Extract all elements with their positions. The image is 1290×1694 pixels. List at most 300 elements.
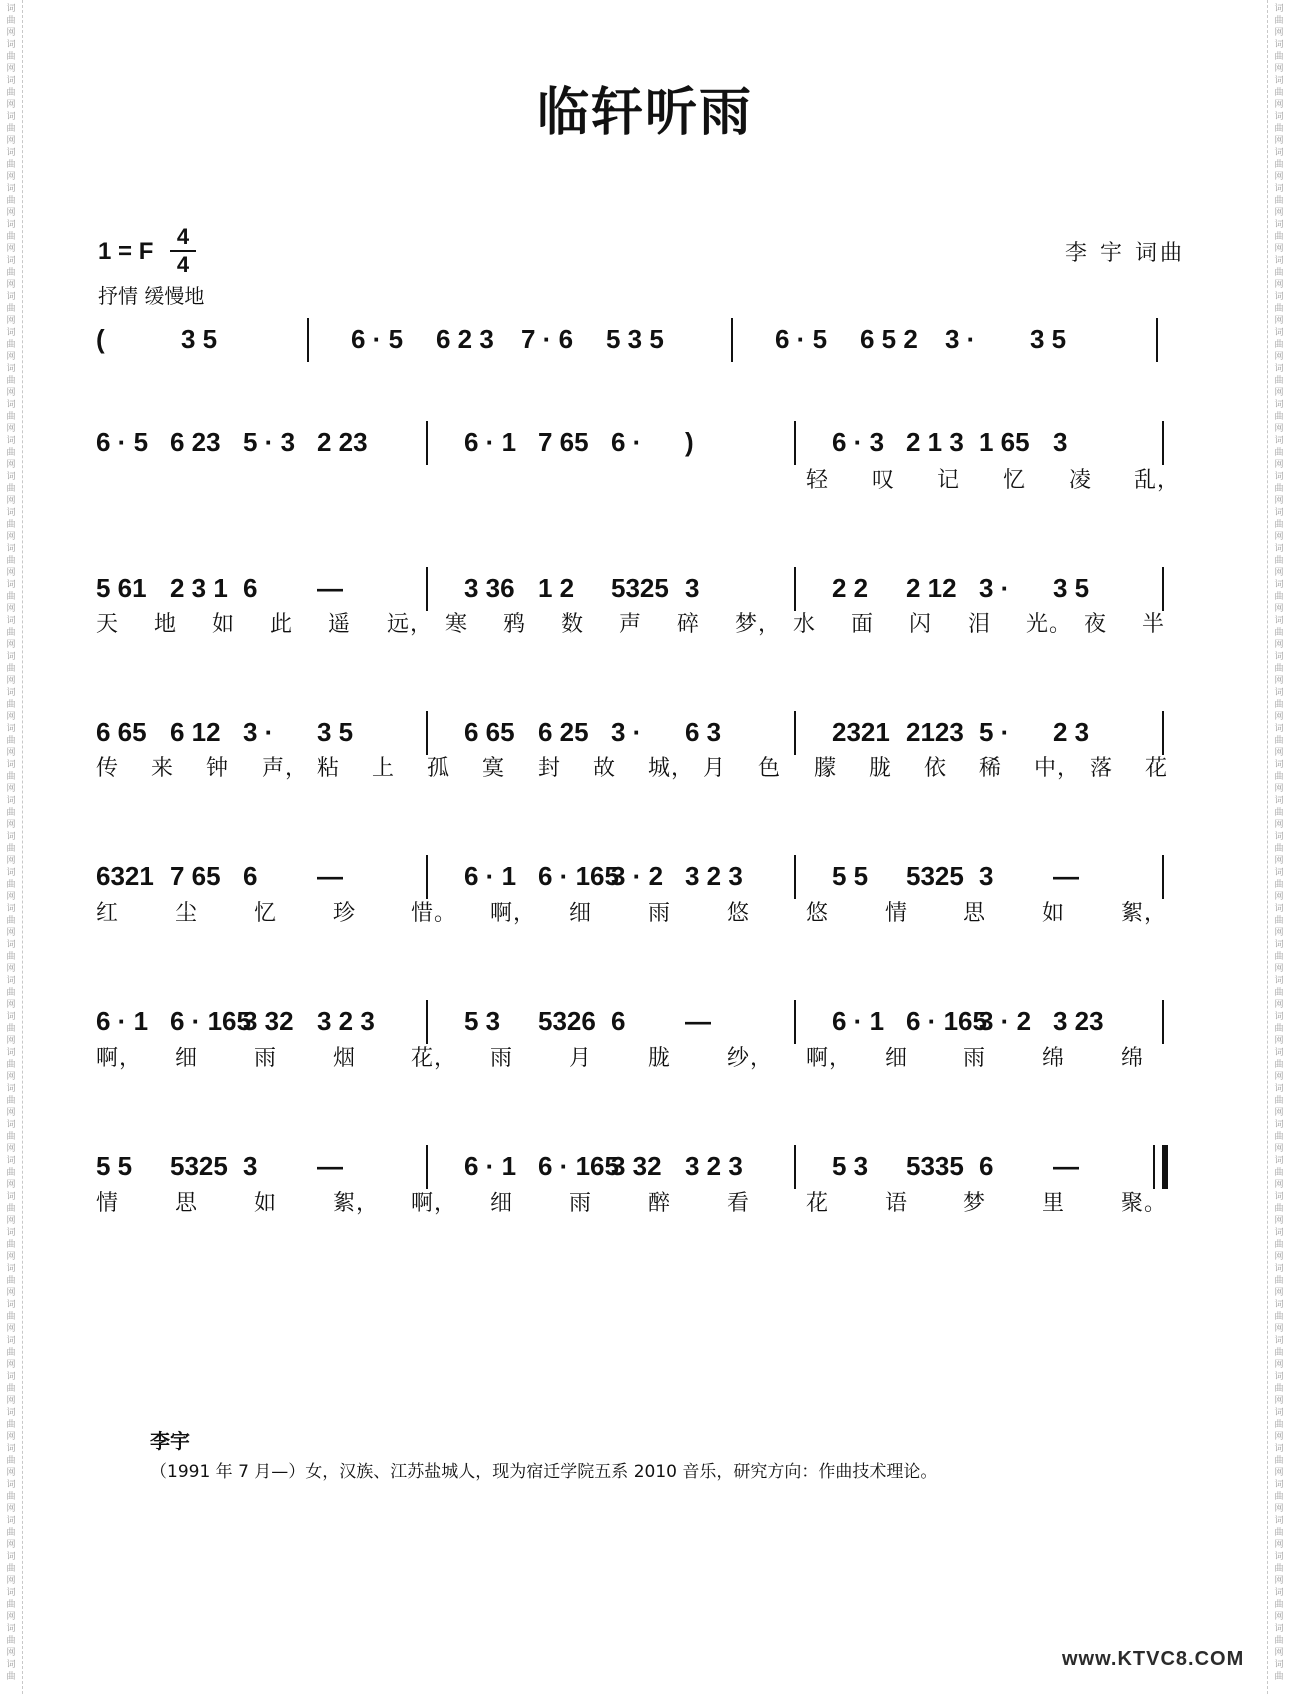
- side-mark: 曲: [6, 160, 16, 170]
- side-mark: 曲: [6, 124, 16, 134]
- side-mark: 词: [6, 1156, 16, 1166]
- tempo-marking: 抒情 缓慢地: [98, 284, 205, 308]
- side-mark: 曲: [1274, 304, 1284, 314]
- side-mark: 网: [1274, 1612, 1284, 1622]
- lyric-syllable: 如: [1042, 901, 1066, 926]
- side-mark: 网: [1274, 460, 1284, 470]
- barline: [794, 1000, 796, 1044]
- side-mark: 曲: [6, 952, 16, 962]
- side-mark: 网: [6, 64, 16, 74]
- note-group: 6 23: [170, 427, 221, 457]
- lyric-syllable: 细: [490, 1191, 514, 1216]
- lyric-syllable: 啊，: [806, 1046, 853, 1071]
- time-signature-top: 4: [176, 224, 190, 249]
- side-mark: 曲: [6, 88, 16, 98]
- side-mark: 词: [6, 4, 16, 14]
- side-mark: 曲: [6, 880, 16, 890]
- note-group: 6 · 3: [832, 427, 885, 457]
- side-mark: 曲: [1274, 1672, 1284, 1682]
- side-mark: 词: [6, 940, 16, 950]
- lyric-syllable: 情: [96, 1191, 120, 1216]
- side-mark: 网: [6, 1108, 16, 1118]
- side-mark: 网: [6, 100, 16, 110]
- note-group: 7 65: [170, 861, 221, 891]
- side-mark: 曲: [1274, 1492, 1284, 1502]
- barline: [794, 1145, 796, 1189]
- note-group: 3 32: [611, 1151, 662, 1181]
- side-mark: 词: [6, 1336, 16, 1346]
- side-mark: 网: [6, 1288, 16, 1298]
- side-mark: 网: [6, 496, 16, 506]
- bio-text: （1991 年 7 月—）女，汉族、江苏盐城人，现为宿迁学院五系 2010 音乐，研究方向：作曲技术理论。: [150, 1462, 938, 1482]
- note-group: 6: [979, 1151, 994, 1181]
- side-mark: 曲: [6, 484, 16, 494]
- side-mark: 曲: [6, 556, 16, 566]
- side-mark: 词: [1274, 1300, 1284, 1310]
- side-mark: 词: [6, 904, 16, 914]
- side-mark: 网: [6, 1504, 16, 1514]
- lyric-syllable: 思: [963, 901, 987, 926]
- side-mark: 曲: [6, 1204, 16, 1214]
- lyric-syllable: 地: [154, 612, 178, 637]
- side-mark: 网: [6, 568, 16, 578]
- side-mark: 曲: [6, 232, 16, 242]
- side-mark: 网: [1274, 712, 1284, 722]
- side-mark: 网: [6, 1036, 16, 1046]
- barline: [426, 421, 428, 465]
- note-group: 3 36: [464, 573, 515, 603]
- lyric-syllable: 夜: [1084, 612, 1108, 637]
- side-mark: 词: [6, 652, 16, 662]
- barline: [426, 1145, 428, 1189]
- side-mark: 词: [6, 1660, 16, 1670]
- side-mark: 曲: [6, 1060, 16, 1070]
- lyric-syllable: 寞: [482, 756, 506, 781]
- side-mark: 网: [6, 1648, 16, 1658]
- side-mark: 词: [6, 544, 16, 554]
- side-mark: 网: [6, 892, 16, 902]
- side-mark: 词: [1274, 1264, 1284, 1274]
- lyric-syllable: 惜。: [411, 901, 458, 926]
- side-mark: 曲: [1274, 52, 1284, 62]
- barline: [794, 567, 796, 611]
- side-mark: 词: [1274, 1120, 1284, 1130]
- side-mark: 曲: [1274, 160, 1284, 170]
- side-mark: 曲: [6, 1420, 16, 1430]
- lyric-row: [96, 607, 1200, 639]
- note-group: 6 · 165: [170, 1006, 251, 1036]
- side-mark: 网: [1274, 1252, 1284, 1262]
- lyric-row: [96, 1186, 1200, 1218]
- side-mark: 网: [1274, 1180, 1284, 1190]
- side-mark: 网: [1274, 1216, 1284, 1226]
- note-group: 5 5: [96, 1151, 133, 1181]
- side-mark: 词: [1274, 436, 1284, 446]
- lyric-syllable: 细: [569, 901, 593, 926]
- note-group: (: [96, 324, 105, 354]
- lyric-syllable: 数: [561, 612, 585, 637]
- lyric-syllable: 烟: [333, 1046, 357, 1071]
- side-mark: 网: [1274, 1648, 1284, 1658]
- side-mark: 曲: [1274, 1204, 1284, 1214]
- side-mark: 曲: [1274, 1456, 1284, 1466]
- side-mark: 词: [6, 976, 16, 986]
- lyric-syllable: 啊，: [490, 901, 537, 926]
- note-group: 7 · 6: [521, 324, 574, 354]
- side-mark: 曲: [6, 1456, 16, 1466]
- side-mark: 词: [6, 436, 16, 446]
- note-group: 6 · 5: [775, 324, 828, 354]
- side-mark: 网: [1274, 532, 1284, 542]
- lyric-syllable: 水: [793, 612, 817, 637]
- side-mark: 网: [1274, 424, 1284, 434]
- note-group: 6 · 5: [351, 324, 404, 354]
- side-mark: 曲: [1274, 700, 1284, 710]
- side-mark: 词: [1274, 1372, 1284, 1382]
- note-group: 6 · 5: [96, 427, 149, 457]
- lyric-syllable: 城，: [648, 756, 695, 781]
- side-mark: 词: [6, 688, 16, 698]
- note-group: 6 3: [685, 717, 722, 747]
- watermark: www.KTVC8.COM: [1062, 1648, 1245, 1670]
- side-mark: 词: [1274, 1336, 1284, 1346]
- side-mark: 网: [6, 28, 16, 38]
- note-group: 6 · 1: [464, 861, 517, 891]
- lyric-syllable: 绵: [1121, 1046, 1145, 1071]
- lyric-syllable: 故: [593, 756, 617, 781]
- note-group: 2 23: [317, 427, 368, 457]
- right-margin-strip: [1267, 0, 1290, 1694]
- side-mark: 曲: [1274, 1600, 1284, 1610]
- side-mark: 词: [6, 40, 16, 50]
- lyric-syllable: 里: [1042, 1191, 1066, 1216]
- lyric-syllable: 思: [175, 1191, 199, 1216]
- lyric-syllable: 雨: [963, 1046, 987, 1071]
- lyric-syllable: 悠: [727, 901, 751, 926]
- note-group: 6 · 165: [906, 1006, 987, 1036]
- side-mark: 曲: [6, 1096, 16, 1106]
- side-mark: 词: [1274, 472, 1284, 482]
- side-mark: 词: [1274, 508, 1284, 518]
- note-group: 3: [685, 573, 700, 603]
- side-mark: 曲: [6, 592, 16, 602]
- side-mark: 曲: [6, 1492, 16, 1502]
- lyric-syllable: 胧: [869, 756, 893, 781]
- side-mark: 曲: [6, 844, 16, 854]
- lyric-syllable: 雨: [648, 901, 672, 926]
- side-mark: 网: [1274, 1396, 1284, 1406]
- song-title: 临轩听雨: [536, 83, 753, 143]
- lyric-row: [96, 751, 1200, 783]
- lyric-syllable: 稀: [979, 756, 1003, 781]
- side-mark: 网: [6, 532, 16, 542]
- lyric-syllable: 绵: [1042, 1046, 1066, 1071]
- lyric-syllable: 啊，: [96, 1046, 143, 1071]
- barline: [426, 711, 428, 755]
- barline: [426, 855, 428, 899]
- side-mark: 网: [6, 1396, 16, 1406]
- note-group: 3 2 3: [685, 1151, 743, 1181]
- side-mark: 网: [1274, 352, 1284, 362]
- side-mark: 词: [1274, 1444, 1284, 1454]
- side-mark: 词: [1274, 1516, 1284, 1526]
- note-group: —: [685, 1006, 711, 1036]
- final-barline: [1162, 1145, 1168, 1189]
- lyric-syllable: 花: [1145, 756, 1169, 781]
- side-mark: 网: [1274, 928, 1284, 938]
- note-group: 5 3: [832, 1151, 869, 1181]
- side-mark: 网: [1274, 676, 1284, 686]
- side-mark: 网: [6, 964, 16, 974]
- side-mark: 曲: [6, 520, 16, 530]
- lyric-syllable: 如: [212, 612, 236, 637]
- side-mark: 词: [6, 148, 16, 158]
- lyric-syllable: 传: [96, 756, 120, 781]
- side-mark: 曲: [1274, 736, 1284, 746]
- note-group: 6 · 1: [464, 427, 517, 457]
- note-group: 6: [243, 573, 258, 603]
- side-mark: 词: [1274, 724, 1284, 734]
- lyric-syllable: 天: [96, 612, 120, 637]
- note-group: 6 65: [464, 717, 515, 747]
- note-group: 6 2 3: [436, 324, 494, 354]
- lyric-syllable: 看: [727, 1191, 751, 1216]
- lyric-syllable: 粘: [317, 756, 341, 781]
- note-group: 3 5: [181, 324, 218, 354]
- lyric-syllable: 声，: [262, 756, 309, 781]
- lyric-syllable: 记: [937, 468, 961, 493]
- side-mark: 词: [6, 1552, 16, 1562]
- side-mark: 词: [1274, 1552, 1284, 1562]
- side-mark: 词: [1274, 1048, 1284, 1058]
- barline: [1162, 711, 1164, 755]
- side-mark: 曲: [1274, 448, 1284, 458]
- side-mark: 曲: [1274, 592, 1284, 602]
- note-group: 6 · 1: [832, 1006, 885, 1036]
- side-mark: 词: [6, 1084, 16, 1094]
- side-mark: 网: [1274, 1540, 1284, 1550]
- side-mark: 词: [1274, 1012, 1284, 1022]
- side-mark: 词: [1274, 1192, 1284, 1202]
- side-mark: 曲: [1274, 952, 1284, 962]
- side-mark: 词: [1274, 184, 1284, 194]
- side-mark: 网: [1274, 820, 1284, 830]
- lyric-syllable: 雨: [569, 1191, 593, 1216]
- side-mark: 曲: [6, 376, 16, 386]
- side-mark: 曲: [1274, 844, 1284, 854]
- side-mark: 网: [6, 1612, 16, 1622]
- side-mark: 词: [6, 1588, 16, 1598]
- side-mark: 曲: [6, 196, 16, 206]
- side-mark: 词: [6, 868, 16, 878]
- side-mark: 曲: [6, 1528, 16, 1538]
- side-mark: 词: [1274, 40, 1284, 50]
- note-group: 6: [243, 861, 258, 891]
- barline: [1162, 855, 1164, 899]
- side-mark: 词: [6, 1372, 16, 1382]
- side-mark: 曲: [6, 988, 16, 998]
- note-group: 6 5 2: [860, 324, 918, 354]
- side-mark: 曲: [1274, 1312, 1284, 1322]
- lyric-syllable: 遥: [328, 612, 352, 637]
- lyric-syllable: 钟: [206, 756, 230, 781]
- note-group: ): [685, 427, 694, 457]
- note-group: 3 2 3: [685, 861, 743, 891]
- lyric-syllable: 雨: [254, 1046, 278, 1071]
- barline: [794, 711, 796, 755]
- barline: [426, 1000, 428, 1044]
- lyric-syllable: 凌: [1069, 468, 1093, 493]
- note-group: 3 2 3: [317, 1006, 375, 1036]
- side-mark: 曲: [6, 1168, 16, 1178]
- side-mark: 网: [6, 1576, 16, 1586]
- side-mark: 词: [1274, 292, 1284, 302]
- side-mark: 词: [6, 1048, 16, 1058]
- side-mark: 网: [6, 136, 16, 146]
- side-mark: 词: [6, 256, 16, 266]
- note-group: 2 12: [906, 573, 957, 603]
- side-mark: 网: [6, 856, 16, 866]
- time-signature: [170, 225, 196, 277]
- side-mark: 词: [1274, 4, 1284, 14]
- note-group: 3 23: [1053, 1006, 1104, 1036]
- note-group: 2 2: [832, 573, 869, 603]
- side-mark: 词: [6, 1264, 16, 1274]
- note-group: —: [317, 573, 343, 603]
- side-mark: 曲: [1274, 268, 1284, 278]
- side-mark: 曲: [6, 52, 16, 62]
- side-mark: 网: [1274, 496, 1284, 506]
- side-mark: 词: [1274, 796, 1284, 806]
- side-mark: 词: [6, 112, 16, 122]
- side-mark: 曲: [1274, 412, 1284, 422]
- side-mark: 词: [1274, 832, 1284, 842]
- side-mark: 词: [6, 1228, 16, 1238]
- left-margin-strip: [0, 0, 23, 1694]
- lyric-syllable: 啊，: [411, 1191, 458, 1216]
- lyric-syllable: 色: [758, 756, 782, 781]
- note-group: 6 · 165: [538, 1151, 619, 1181]
- lyric-syllable: 上: [372, 756, 396, 781]
- note-group: 5 3: [464, 1006, 501, 1036]
- side-mark: 词: [6, 1120, 16, 1130]
- side-mark: 词: [1274, 652, 1284, 662]
- note-group: 6321: [96, 861, 154, 891]
- note-group: 5 61: [96, 573, 147, 603]
- side-mark: 网: [1274, 1288, 1284, 1298]
- lyric-syllable: 语: [885, 1191, 909, 1216]
- side-mark: 词: [6, 364, 16, 374]
- note-group: 2123: [906, 717, 964, 747]
- side-mark: 曲: [6, 1024, 16, 1034]
- note-group: 3 5: [1030, 324, 1067, 354]
- note-row: [96, 711, 1200, 751]
- side-mark: 网: [6, 280, 16, 290]
- note-group: 5 5: [832, 861, 869, 891]
- note-group: 3 5: [1053, 573, 1090, 603]
- side-mark: 网: [6, 1180, 16, 1190]
- lyric-syllable: 朦: [814, 756, 838, 781]
- lyric-syllable: 光。: [1026, 612, 1073, 637]
- note-group: 3 ·: [611, 717, 642, 747]
- side-mark: 网: [1274, 208, 1284, 218]
- lyric-syllable: 碎: [677, 612, 701, 637]
- barline: [1162, 421, 1164, 465]
- side-mark: 词: [6, 400, 16, 410]
- side-mark: 网: [1274, 1468, 1284, 1478]
- lyric-syllable: 闪: [909, 612, 933, 637]
- side-mark: 网: [6, 784, 16, 794]
- side-mark: 曲: [1274, 124, 1284, 134]
- note-row: [96, 318, 1200, 358]
- side-mark: 网: [6, 820, 16, 830]
- lyric-syllable: 月: [703, 756, 727, 781]
- lyric-syllable: 面: [851, 612, 875, 637]
- side-mark: 词: [6, 1192, 16, 1202]
- side-mark: 词: [6, 328, 16, 338]
- lyric-syllable: 珍: [333, 901, 357, 926]
- side-mark: 曲: [6, 808, 16, 818]
- lyric-syllable: 落: [1090, 756, 1114, 781]
- side-mark: 曲: [6, 1348, 16, 1358]
- note-group: 6 · 1: [96, 1006, 149, 1036]
- side-mark: 词: [1274, 616, 1284, 626]
- note-group: 6 25: [538, 717, 589, 747]
- side-mark: 网: [1274, 1000, 1284, 1010]
- lyric-syllable: 絮，: [333, 1191, 380, 1216]
- side-mark: 词: [6, 292, 16, 302]
- side-mark: 网: [6, 676, 16, 686]
- side-mark: 词: [1274, 544, 1284, 554]
- side-mark: 曲: [6, 16, 16, 26]
- side-mark: 曲: [6, 1384, 16, 1394]
- side-mark: 网: [1274, 136, 1284, 146]
- side-mark: 曲: [1274, 1348, 1284, 1358]
- lyric-syllable: 中，: [1034, 756, 1081, 781]
- side-mark: 词: [1274, 112, 1284, 122]
- side-mark: 词: [6, 1408, 16, 1418]
- side-mark: 词: [6, 1516, 16, 1526]
- note-group: 3 ·: [945, 324, 976, 354]
- note-group: 5 ·: [979, 717, 1010, 747]
- side-mark: 曲: [6, 772, 16, 782]
- lyric-syllable: 梦，: [735, 612, 782, 637]
- side-mark: 网: [6, 928, 16, 938]
- side-mark: 词: [1274, 1084, 1284, 1094]
- side-mark: 曲: [1274, 772, 1284, 782]
- side-mark: 词: [1274, 256, 1284, 266]
- side-mark: 曲: [6, 1636, 16, 1646]
- note-group: 1 65: [979, 427, 1030, 457]
- side-mark: 词: [1274, 400, 1284, 410]
- side-mark: 词: [6, 724, 16, 734]
- note-group: 6 · 1: [464, 1151, 517, 1181]
- lyric-syllable: 封: [538, 756, 562, 781]
- note-row: [96, 421, 1200, 461]
- lyric-syllable: 絮，: [1121, 901, 1168, 926]
- side-mark: 曲: [6, 628, 16, 638]
- lyric-syllable: 尘: [175, 901, 199, 926]
- side-mark: 曲: [1274, 988, 1284, 998]
- side-mark: 网: [1274, 856, 1284, 866]
- side-mark: 网: [6, 1000, 16, 1010]
- side-mark: 曲: [1274, 1024, 1284, 1034]
- side-mark: 曲: [1274, 1420, 1284, 1430]
- side-mark: 词: [1274, 688, 1284, 698]
- lyric-syllable: 胧: [648, 1046, 672, 1071]
- barline: [1162, 1000, 1164, 1044]
- side-mark: 网: [1274, 280, 1284, 290]
